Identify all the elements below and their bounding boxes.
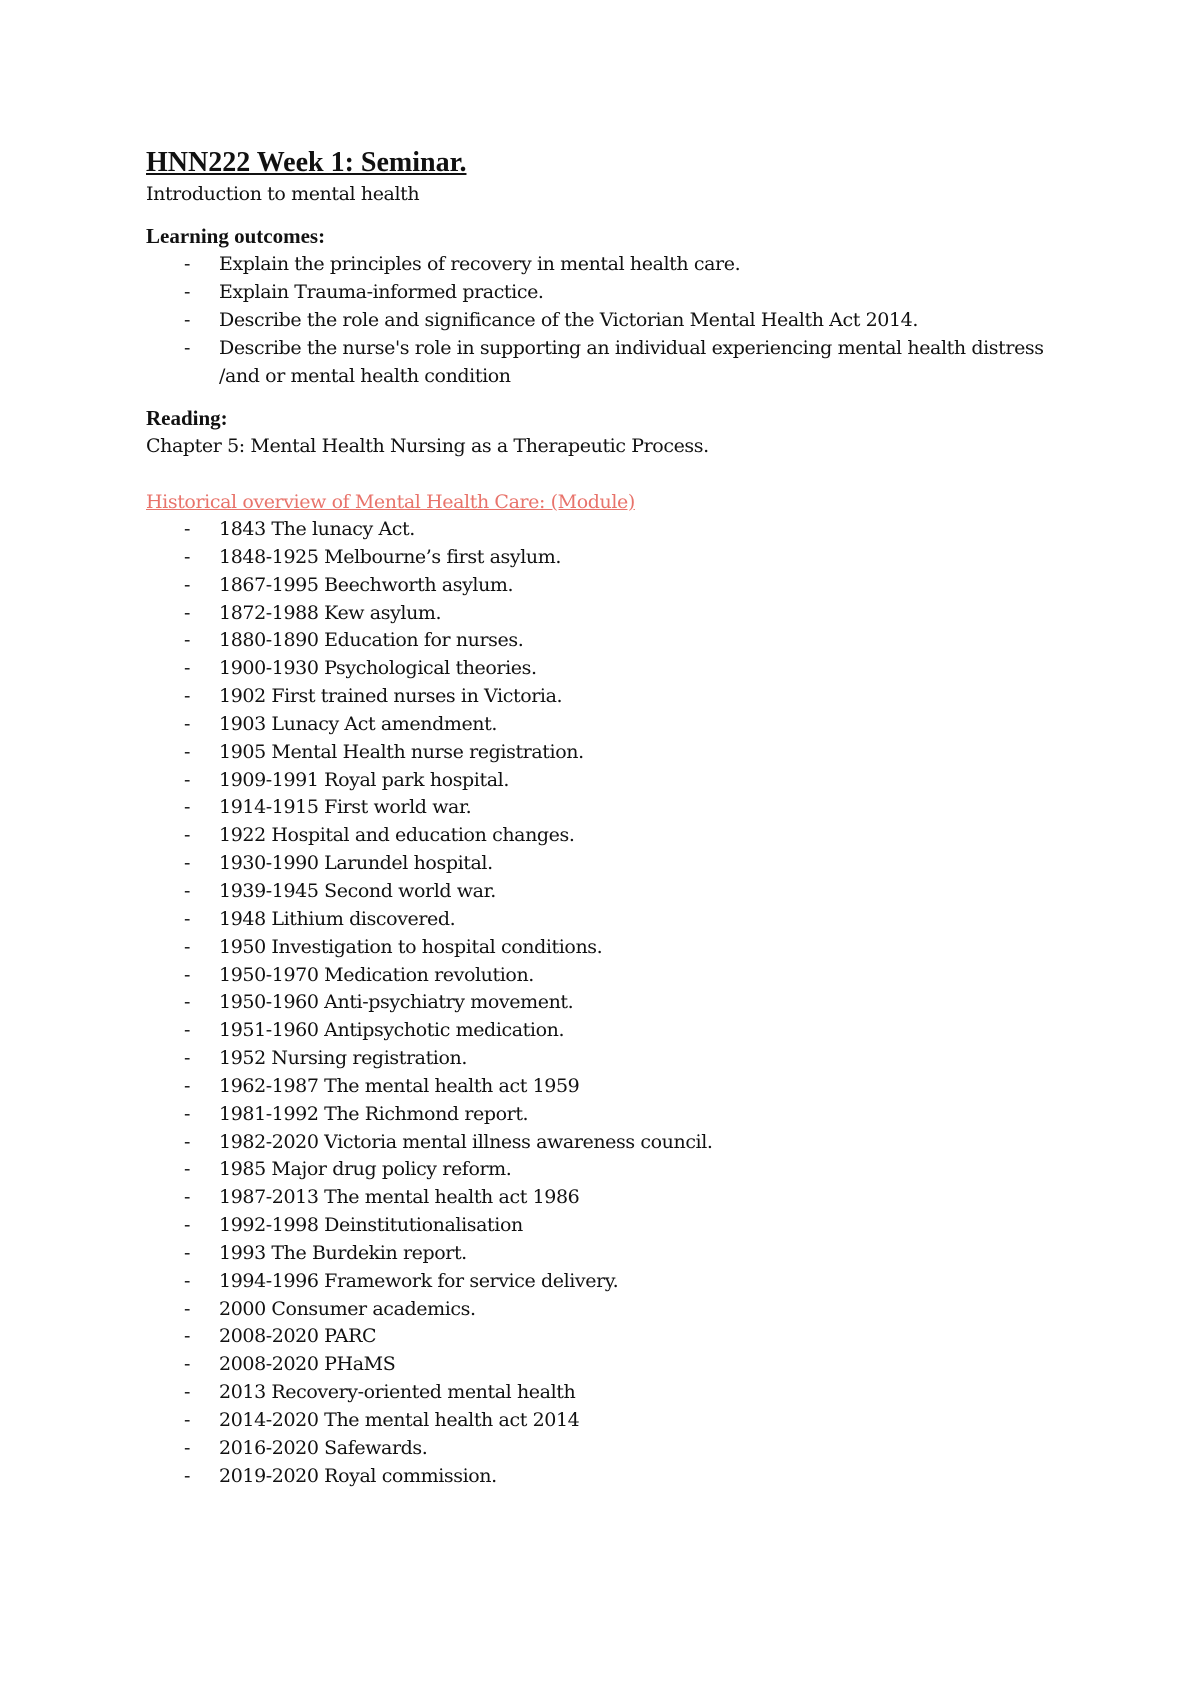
- timeline-item-text: 1872-1988 Kew asylum.: [219, 601, 442, 624]
- timeline-item-text: 2019-2020 Royal commission.: [219, 1464, 497, 1487]
- list-dash-marker: -: [184, 1241, 191, 1264]
- timeline-item: [146, 1101, 1046, 1129]
- list-dash-marker: -: [184, 852, 191, 875]
- timeline-item-text: 1867-1995 Beechworth asylum.: [219, 573, 514, 596]
- timeline-item: [146, 1268, 1046, 1296]
- list-dash-marker: -: [184, 963, 191, 986]
- list-dash-marker: -: [184, 1409, 191, 1431]
- list-dash-marker: -: [184, 1186, 191, 1209]
- list-dash-marker: -: [184, 1130, 191, 1153]
- timeline-item-text: 1930-1990 Larundel hospital.: [219, 852, 493, 875]
- timeline-item: [146, 1379, 1046, 1407]
- learning-outcome-item-text: Describe the nurse's role in supporting an individual experiencing mental health distress /and or mental health condition: [219, 337, 1044, 387]
- timeline-item-text: 1848-1925 Melbourne’s first asylum.: [219, 545, 561, 568]
- timeline-item-text: 1993 The Burdekin report.: [219, 1241, 467, 1264]
- timeline-item-text: 2014-2020 The mental health act 2014: [219, 1409, 580, 1431]
- timeline-item-text: 2013 Recovery-oriented mental health: [219, 1381, 576, 1404]
- timeline-item: [146, 822, 1046, 850]
- learning-outcome-item-text: Describe the role and significance of the Victorian Mental Health Act 2014.: [219, 309, 919, 331]
- timeline-item: [146, 544, 1046, 572]
- timeline-item: [146, 878, 1046, 906]
- timeline-item-text: 2008-2020 PARC: [219, 1325, 377, 1348]
- list-dash-marker: -: [184, 545, 191, 568]
- timeline-item-text: 1992-1998 Deinstitutionalisation: [219, 1214, 523, 1237]
- list-dash-marker: -: [184, 629, 191, 652]
- document-title: HNN222 Week 1: Seminar.: [146, 147, 467, 178]
- timeline-item-text: 1843 The lunacy Act.: [219, 518, 415, 540]
- timeline-item: [146, 600, 1046, 628]
- timeline-item: [146, 572, 1046, 600]
- timeline-item-text: 2016-2020 Safewards.: [219, 1436, 428, 1459]
- list-dash-marker: -: [184, 1102, 191, 1125]
- timeline-item: [146, 711, 1046, 739]
- historical-timeline-list: [146, 516, 1046, 1491]
- timeline-item: [146, 1351, 1046, 1379]
- learning-outcome-item: [146, 278, 1046, 306]
- list-dash-marker: -: [184, 935, 191, 958]
- timeline-item: [146, 1073, 1046, 1101]
- timeline-item-text: 1985 Major drug policy reform.: [219, 1158, 512, 1181]
- document-subtitle: Introduction to mental health: [146, 183, 420, 205]
- list-dash-marker: -: [184, 1074, 191, 1097]
- timeline-item: [146, 850, 1046, 878]
- list-dash-marker: -: [184, 657, 191, 680]
- timeline-item: [146, 739, 1046, 767]
- list-dash-marker: -: [184, 573, 191, 596]
- learning-outcome-item: [146, 306, 1046, 334]
- list-dash-marker: -: [184, 1047, 191, 1070]
- timeline-item-text: 1922 Hospital and education changes.: [219, 824, 575, 847]
- list-dash-marker: -: [184, 337, 191, 359]
- reading-heading: Reading:: [146, 406, 228, 430]
- learning-outcome-item-text: Explain Trauma-informed practice.: [219, 281, 544, 303]
- list-dash-marker: -: [184, 1019, 191, 1042]
- timeline-item-text: 2008-2020 PHaMS: [219, 1353, 396, 1376]
- list-dash-marker: -: [184, 685, 191, 708]
- timeline-item: [146, 989, 1046, 1017]
- list-dash-marker: -: [184, 824, 191, 847]
- timeline-item: [146, 1212, 1046, 1240]
- list-dash-marker: -: [184, 740, 191, 763]
- timeline-item-text: 1903 Lunacy Act amendment.: [219, 712, 498, 735]
- reading-text: Chapter 5: Mental Health Nursing as a Therapeutic Process.: [146, 435, 709, 457]
- list-dash-marker: -: [184, 518, 191, 540]
- list-dash-marker: -: [184, 768, 191, 791]
- timeline-item-text: 1939-1945 Second world war.: [219, 879, 496, 902]
- timeline-item-text: 1981-1992 The Richmond report.: [219, 1102, 529, 1125]
- timeline-item-text: 1905 Mental Health nurse registration.: [219, 740, 584, 763]
- list-dash-marker: -: [184, 1158, 191, 1181]
- list-dash-marker: -: [184, 712, 191, 735]
- list-dash-marker: -: [184, 1381, 191, 1404]
- timeline-item: [146, 627, 1046, 655]
- list-dash-marker: -: [184, 1353, 191, 1376]
- timeline-item-text: 1952 Nursing registration.: [219, 1047, 467, 1070]
- list-dash-marker: -: [184, 309, 191, 331]
- timeline-item: [146, 1240, 1046, 1268]
- timeline-item: [146, 1184, 1046, 1212]
- timeline-item-text: 1987-2013 The mental health act 1986: [219, 1186, 580, 1209]
- list-dash-marker: -: [184, 281, 191, 303]
- learning-outcomes-list: [146, 250, 1046, 390]
- timeline-item-text: 1950 Investigation to hospital conditions.: [219, 935, 603, 958]
- timeline-item-text: 1950-1970 Medication revolution.: [219, 963, 534, 986]
- timeline-item: [146, 962, 1046, 990]
- list-dash-marker: -: [184, 879, 191, 902]
- timeline-item: [146, 516, 1046, 544]
- list-dash-marker: -: [184, 253, 191, 275]
- timeline-item: [146, 655, 1046, 683]
- timeline-item-text: 1982-2020 Victoria mental illness awareness council.: [219, 1130, 713, 1153]
- learning-outcome-item: [146, 334, 1046, 390]
- timeline-item-text: 1880-1890 Education for nurses.: [219, 629, 524, 652]
- timeline-item-text: 1902 First trained nurses in Victoria.: [219, 685, 563, 708]
- timeline-item: [146, 906, 1046, 934]
- timeline-item: [146, 1407, 1046, 1435]
- historical-overview-heading[interactable]: Historical overview of Mental Health Care: (Module): [146, 491, 635, 513]
- timeline-item: [146, 794, 1046, 822]
- timeline-item-text: 1909-1991 Royal park hospital.: [219, 768, 509, 791]
- learning-outcome-item: [146, 250, 1046, 278]
- timeline-item-text: 1900-1930 Psychological theories.: [219, 657, 537, 680]
- timeline-item: [146, 1129, 1046, 1157]
- timeline-item: [146, 1156, 1046, 1184]
- timeline-item: [146, 1463, 1046, 1491]
- learning-outcomes-heading: Learning outcomes:: [146, 224, 326, 248]
- timeline-item-text: 1914-1915 First world war.: [219, 796, 472, 819]
- list-dash-marker: -: [184, 1297, 191, 1320]
- timeline-item-text: 1962-1987 The mental health act 1959: [219, 1074, 580, 1097]
- list-dash-marker: -: [184, 1214, 191, 1237]
- timeline-item: [146, 934, 1046, 962]
- timeline-item-text: 1950-1960 Anti-psychiatry movement.: [219, 991, 574, 1014]
- timeline-item-text: 1994-1996 Framework for service delivery.: [219, 1269, 619, 1292]
- list-dash-marker: -: [184, 907, 191, 930]
- timeline-item: [146, 1017, 1046, 1045]
- timeline-item-text: 2000 Consumer academics.: [219, 1297, 476, 1320]
- list-dash-marker: -: [184, 796, 191, 819]
- list-dash-marker: -: [184, 1464, 191, 1487]
- learning-outcome-item-text: Explain the principles of recovery in mental health care.: [219, 253, 741, 275]
- timeline-item: [146, 1296, 1046, 1324]
- timeline-item: [146, 1045, 1046, 1073]
- timeline-item: [146, 767, 1046, 795]
- list-dash-marker: -: [184, 1325, 191, 1348]
- timeline-item-text: 1948 Lithium discovered.: [219, 907, 456, 930]
- timeline-item: [146, 1323, 1046, 1351]
- list-dash-marker: -: [184, 601, 191, 624]
- list-dash-marker: -: [184, 1269, 191, 1292]
- timeline-item: [146, 683, 1046, 711]
- list-dash-marker: -: [184, 1436, 191, 1459]
- document-content: [146, 146, 1046, 1491]
- list-dash-marker: -: [184, 991, 191, 1014]
- timeline-item: [146, 1435, 1046, 1463]
- timeline-item-text: 1951-1960 Antipsychotic medication.: [219, 1019, 565, 1042]
